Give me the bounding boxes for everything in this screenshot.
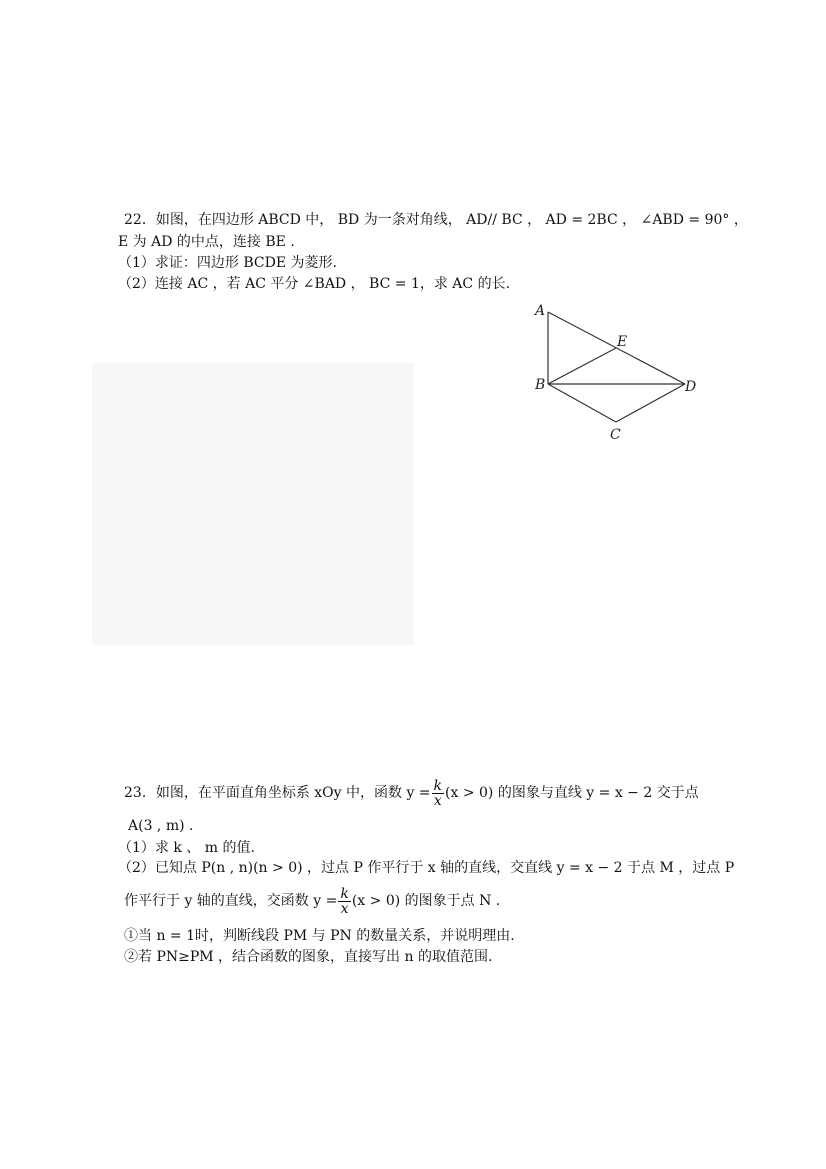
label-c: C: [610, 427, 621, 443]
label-b: B: [535, 377, 546, 393]
q23-line2: A(3 , m) .: [128, 818, 194, 834]
segment-be: [548, 348, 616, 384]
label-a: A: [535, 303, 546, 319]
q22-line1: 22．如图，在四边形 ABCD 中， BD 为一条对角线， AD// BC ， AD = 2BC ， ∠ABD = 90° ，: [124, 212, 748, 228]
fraction-denominator: x: [433, 792, 442, 809]
q23-part1: （1）求 k 、 m 的值.: [118, 840, 255, 856]
q23-line5-post: (x > 0) 的图象于点 N .: [351, 893, 501, 909]
q23-line1-post: (x > 0) 的图象与直线 y = x − 2 交于点: [445, 785, 699, 801]
q23-subpart1: ①当 n = 1时，判断线段 PM 与 PN 的数量关系，并说明理由.: [124, 928, 515, 944]
fraction-numerator-2: k: [340, 885, 349, 902]
fraction-denominator-2: x: [340, 900, 349, 917]
q23-line5: [124, 884, 500, 918]
q23-line1: [124, 776, 699, 810]
label-d: D: [685, 379, 697, 395]
segment-cd: [616, 384, 685, 422]
label-e: E: [617, 334, 628, 350]
fraction-k-over-x: [432, 779, 444, 808]
segment-bc: [548, 384, 616, 422]
q22-part2: （2）连接 AC ，若 AC 平分 ∠BAD ， BC = 1，求 AC 的长.: [118, 276, 511, 292]
q23-part2: （2）已知点 P(n , n)(n > 0) ，过点 P 作平行于 x 轴的直线，交直线 y = x − 2 于点 M ，过点 P: [118, 860, 735, 876]
blank-answer-area: [92, 363, 414, 645]
q22-line2: E 为 AD 的中点，连接 BE .: [118, 234, 295, 250]
quadrilateral-figure: [530, 300, 700, 445]
fraction-numerator: k: [433, 777, 443, 794]
q22-part1: （1）求证：四边形 BCDE 为菱形.: [118, 255, 337, 271]
q23-subpart2: ②若 PN≥PM ，结合函数的图象，直接写出 n 的取值范围.: [124, 949, 493, 965]
q23-line5-pre: 作平行于 y 轴的直线，交函数 y =: [124, 893, 338, 909]
fraction-k-over-x-2: [338, 887, 350, 916]
q23-line1-pre: 23．如图，在平面直角坐标系 xOy 中，函数 y =: [124, 785, 431, 801]
